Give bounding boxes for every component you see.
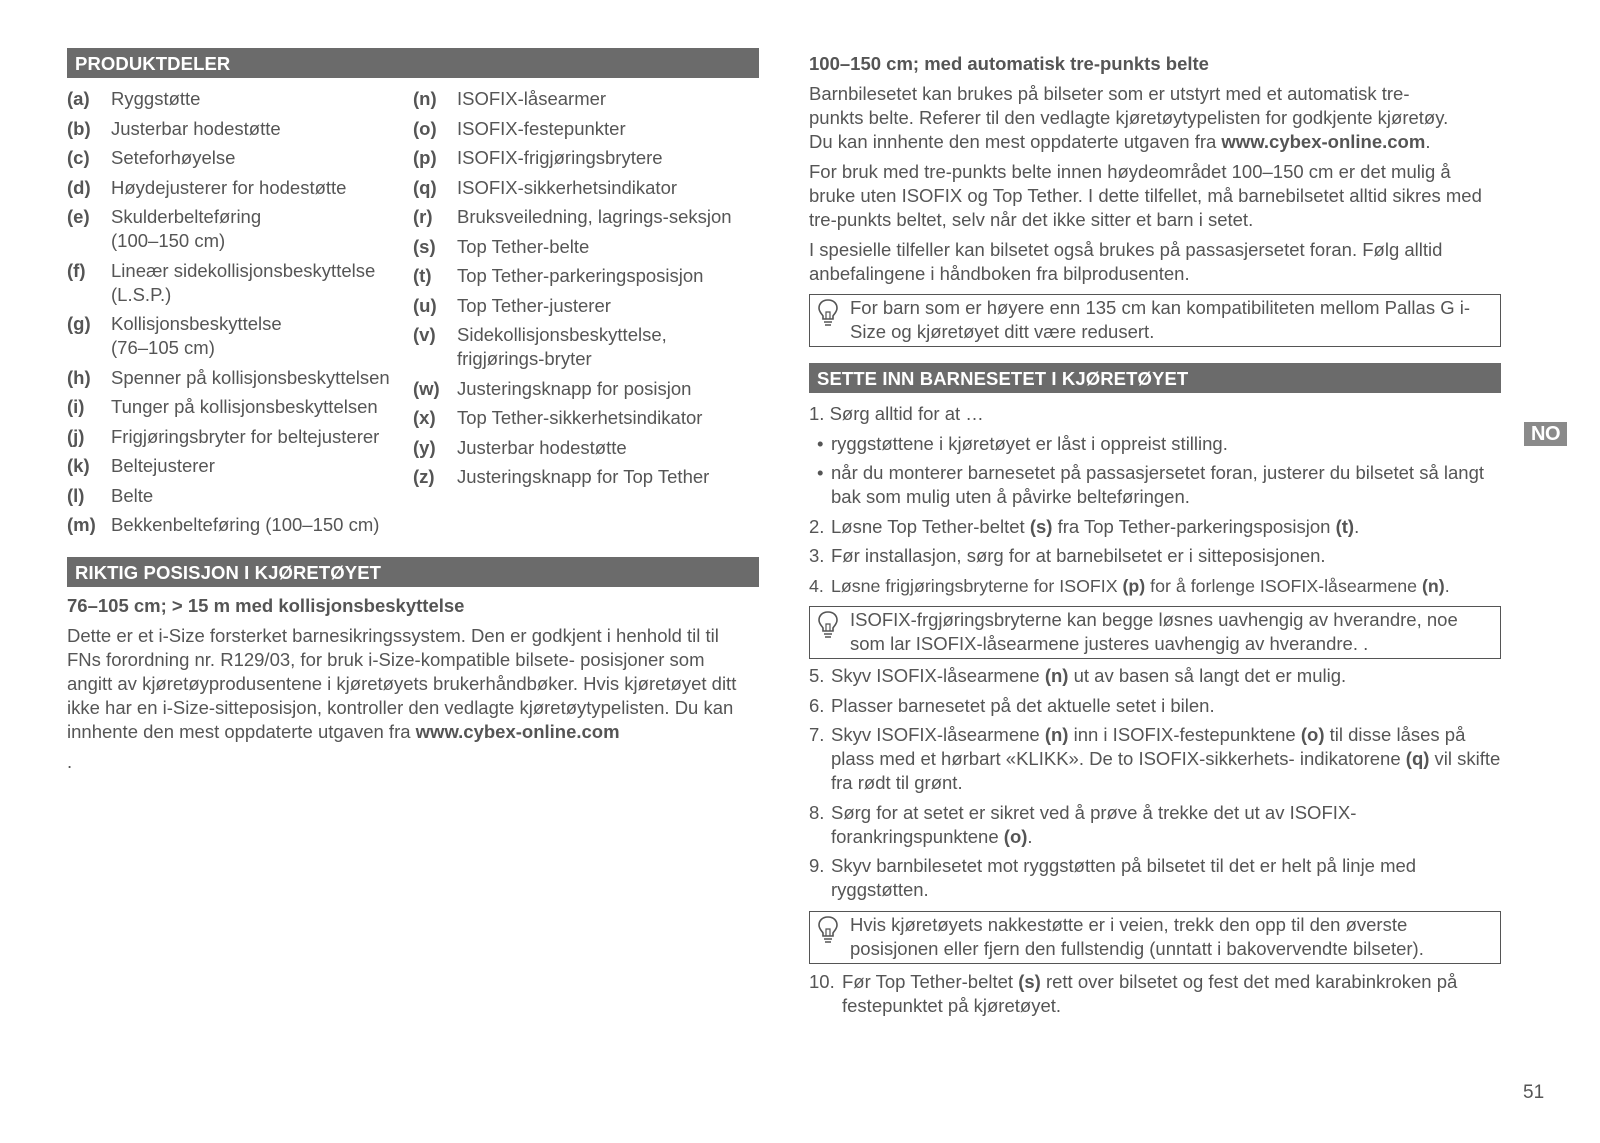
part-y: (y) Justerbar hodestøtte — [413, 436, 627, 458]
belt-subheading: 100–150 cm; med automatisk tre-punkts belte — [809, 53, 1209, 74]
parts-heading: PRODUKTDELER — [67, 48, 759, 78]
bullet-2: • når du monterer barnesetet på passasjersetet foran, justerer du bilsetet så langt bak som mulig uten å påvirke belteføringen. — [817, 462, 1485, 507]
step-5: 5. Skyv ISOFIX-låsearmene (n) ut av basen så langt det er mulig. — [809, 665, 1347, 686]
install-heading: SETTE INN BARNESETET I KJØRETØYET — [809, 363, 1501, 393]
part-f: (f) Lineær sidekollisjonsbeskyttelse (L.S.P.) — [67, 259, 376, 305]
part-s: (s) Top Tether-belte — [413, 235, 590, 257]
parts-column-2 — [413, 87, 759, 495]
steps-list-b — [809, 664, 1501, 902]
step-8: 8. Sørg for at setet er sikret ved å prøve å trekke det ut av ISOFIX-forankringspunktene (o). — [809, 801, 1357, 847]
right-column — [809, 52, 1501, 1018]
steps-list-c — [809, 970, 1501, 1018]
part-a: (a) Ryggstøtte — [67, 88, 201, 109]
position-subheading: 76–105 cm; > 15 m med kollisjonsbeskyttelse — [67, 595, 465, 616]
part-j: (j) Frigjøringsbryter for beltejusterer — [67, 425, 380, 447]
language-tab: NO — [1524, 422, 1567, 446]
part-r: (r) Bruksveiledning, lagrings-seksjon — [413, 206, 732, 227]
part-w: (w) Justeringsknapp for posisjon — [413, 377, 692, 399]
lightbulb-icon — [816, 298, 840, 328]
step-7: 7. Skyv ISOFIX-låsearmene (n) inn i ISOFIX-festepunktene (o) til disse låses på plass med et hørbart «KLIKK». De to ISOFIX-sikkerhets- indikatorene (q) vil skifte fra rødt til grønt. — [809, 724, 1501, 793]
part-t: (t) Top Tether-parkeringsposisjon — [413, 265, 704, 286]
part-n: (n) ISOFIX-låsearmer — [413, 88, 607, 109]
part-v: (v) Sidekollisjonsbeskyttelse, frigjørings-bryter — [413, 324, 667, 369]
part-m: (m) Bekkenbelteføring (100–150 cm) — [67, 514, 380, 535]
part-h: (h) Spenner på kollisjonsbeskyttelsen — [67, 366, 390, 388]
part-u: (u) Top Tether-justerer — [413, 294, 611, 316]
note-1-text: For barn som er høyere enn 135 cm kan kompatibiliteten mellom Pallas G i-Size og kjøretøyet ditt være redusert. — [850, 297, 1471, 342]
part-q: (q) ISOFIX-sikkerhetsindikator — [413, 176, 678, 198]
note-box-3 — [809, 911, 1501, 964]
bullet-1: • ryggstøttene i kjøretøyet er låst i oppreist stilling. — [817, 432, 1228, 454]
parts-column-1 — [67, 87, 412, 543]
position-heading: RIKTIG POSISJON I KJØRETØYET — [67, 557, 759, 587]
note-box-2 — [809, 606, 1501, 659]
step-9: 9. Skyv barnbilesetet mot ryggstøtten på bilsetet til det er helt på linje med ryggstøtten. — [809, 855, 1417, 900]
part-c: (c) Seteforhøyelse — [67, 147, 236, 168]
belt-url: www.cybex-online.com — [1221, 131, 1426, 152]
note-2-text: ISOFIX-frgjøringsbryterne kan begge løsnes uavhengig av hverandre, noe som lar ISOFIX-låsearmene justeres uavhengig av hverandre. . — [850, 608, 1458, 654]
parts-list — [67, 87, 759, 557]
part-p: (p) ISOFIX-frigjøringsbrytere — [413, 147, 663, 168]
part-o: (o) ISOFIX-festepunkter — [413, 117, 626, 139]
part-e: (e) Skulderbelteføring (100–150 cm) — [67, 206, 262, 251]
part-x: (x) Top Tether-sikkerhetsindikator — [413, 407, 703, 428]
step-6: 6. Plasser barnesetet på det aktuelle setet i bilen. — [809, 694, 1215, 716]
part-l: (l) Belte — [67, 484, 154, 506]
position-text: Dette er et i-Size forsterket barnesikringssystem. Den er godkjent i henhold til til FNs forordning nr. R129/03, for bruk i-Size-kompatible bilsete- posisjoner som angitt av kjøretøyprodusentene i kjøretøyets brukerhåndbøker. Hvis kjøretøyet ditt ikke har en i-Size-sitteposisjon, kontroller den vedlagte kjøretøytypelisten. Du kan innhente den mest oppdaterte utgaven fra www.cybex-online.com — [67, 625, 737, 742]
part-z: (z) Justeringsknapp for Top Tether — [413, 466, 710, 487]
steps-list-a — [809, 515, 1501, 598]
lightbulb-icon — [816, 915, 840, 945]
note-3-text: Hvis kjøretøyets nakkestøtte er i veien, trekk den opp til den øverste posisjonen eller fjern den fullstendig (unntatt i bakovervendte bilseter). — [850, 914, 1424, 959]
belt-paragraph-2: For bruk med tre-punkts belte innen høydeområdet 100–150 cm er det mulig å bruke uten ISOFIX og Top Tether. I dette tilfellet, må barnebilsetet alltid sikres med tre-punkts beltet, selv når det ikke sitter et barn i setet. — [809, 161, 1482, 230]
part-g: (g) Kollisjonsbeskyttelse (76–105 cm) — [67, 313, 282, 358]
page-number: 51 — [1523, 1082, 1545, 1103]
belt-paragraph-3: I spesielle tilfeller kan bilsetet også brukes på passasjersetet foran. Følg alltid anbefalingene i håndboken fra bilprodusenten. — [809, 239, 1443, 284]
part-b: (b) Justerbar hodestøtte — [67, 117, 281, 139]
lightbulb-icon — [816, 610, 840, 640]
position-url: www.cybex-online.com — [415, 721, 620, 742]
step-2: 2. Løsne Top Tether-beltet (s) fra Top Tether-parkeringsposisjon (t). — [809, 515, 1360, 537]
step-10: 10. Før Top Tether-beltet (s) rett over bilsetet og fest det med karabinkroken på festepunktet på kjøretøyet. — [809, 970, 1458, 1016]
step-1: 1. Sørg alltid for at … — [809, 403, 984, 424]
left-column — [67, 48, 759, 774]
step-3: 3. Før installasjon, sørg for at barnebilsetet er i sitteposisjonen. — [809, 545, 1326, 566]
belt-paragraph-1: Barnbilesetet kan brukes på bilseter som er utstyrt med et automatisk tre-punkts belte. Referer til den vedlagte kjøretøytypelisten for godkjente kjøretøy. Du kan innhente den mest oppdaterte utgaven fra www.cybex-online.com. — [809, 83, 1449, 152]
part-i: (i) Tunger på kollisjonsbeskyttelsen — [67, 396, 378, 417]
step-4: 4. Løsne frigjøringsbryterne for ISOFIX (p) for å forlenge ISOFIX-låsearmene (n). — [809, 575, 1450, 596]
position-dot: . — [67, 751, 73, 772]
part-k: (k) Beltejusterer — [67, 455, 215, 476]
note-box-1 — [809, 294, 1501, 347]
part-d: (d) Høydejusterer for hodestøtte — [67, 176, 347, 198]
